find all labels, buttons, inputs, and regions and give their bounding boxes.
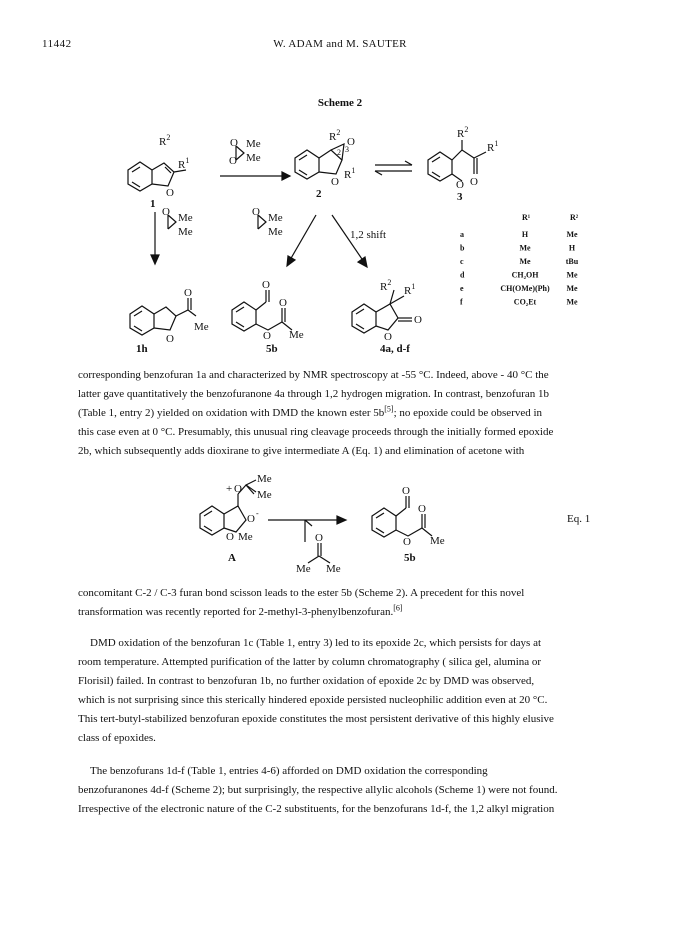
- compound-label-2: 2: [316, 188, 322, 200]
- table-cell-r2: Me: [566, 297, 578, 307]
- table-cell-r1: CH(OMe)(Ph): [500, 284, 550, 293]
- me-eq-5b: Me: [430, 535, 445, 547]
- p1-line-3: (Table 1, entry 2) yielded on oxidation with DMD the known ester 5b[5]; no epoxide could be observed in: [78, 404, 543, 419]
- table-cell-key: e: [460, 284, 464, 293]
- paragraph-3: [78, 634, 606, 748]
- table-header-r2: R²: [570, 213, 579, 222]
- o-eq-5b-ester: O: [403, 536, 411, 548]
- me-label-arrow-dmd: Me: [178, 212, 193, 224]
- p1-line-2: latter gave quantitatively the benzofuranone 4a through 1,2 hydrogen migration. In contrast, benzofuran 1b: [78, 388, 550, 400]
- equation-label: Eq. 1: [567, 513, 591, 525]
- table-cell-r1: H: [521, 230, 529, 239]
- num-3-label: 3: [345, 145, 349, 154]
- o-eq-a3: O: [247, 513, 255, 525]
- me-label-dmd-2: Me: [246, 152, 261, 164]
- table-cell-key: f: [460, 297, 463, 307]
- table-header-r1: R¹: [522, 213, 531, 222]
- r1-label-4: $R^1$: [404, 282, 416, 297]
- compound-label-5b: 5b: [266, 343, 278, 355]
- page-number: 11442: [42, 38, 72, 50]
- o-label-dmd-2: O: [229, 155, 237, 167]
- r2-label-3: $R^2$: [457, 125, 469, 140]
- me-eq-a3: Me: [238, 531, 253, 543]
- r2-label-4: $R^2$: [380, 278, 392, 293]
- me-label-1h: Me: [194, 321, 209, 333]
- o-label-3: O: [470, 176, 478, 188]
- shift-label: 1,2 shift: [350, 229, 387, 241]
- minus-sign: -: [256, 509, 259, 518]
- o-label-3b: O: [456, 179, 464, 191]
- p1-line-1: corresponding benzofuran 1a and characterized by NMR spectroscopy at -55 °C. Indeed, above - 40 °C the: [78, 369, 549, 381]
- o-ring-label-2: O: [331, 176, 339, 188]
- o-aldehyde-5b: O: [262, 279, 270, 291]
- me-label-arrow-dmd-b-2: Me: [268, 226, 283, 238]
- num-2-label: 2: [337, 148, 341, 157]
- me-label-5b: Me: [289, 329, 304, 341]
- o-carbonyl-4: O: [414, 314, 422, 326]
- p3-line-5: This tert-butyl-stabilized benzofuran epoxide constitutes the most persistent derivative of this highly elusive: [78, 713, 554, 725]
- compound-label-3: 3: [457, 191, 463, 203]
- p1-line-5: 2b, which subsequently adds dioxirane to give intermediate A (Eq. 1) and elimination of acetone with: [78, 445, 525, 457]
- compound-label-A: A: [228, 552, 236, 564]
- o-label-1: O: [166, 187, 174, 199]
- table-cell-r2: Me: [566, 230, 578, 239]
- table-cell-r2: tBu: [565, 257, 579, 266]
- p3-line-6: class of epoxides.: [78, 732, 156, 744]
- o-eq-a1: O: [234, 483, 242, 495]
- table-cell-r1: Me: [519, 257, 531, 266]
- r1-label-2: $R^1$: [344, 166, 356, 181]
- plus-sign: +: [226, 483, 233, 495]
- o-carbonyl-1h: O: [184, 287, 192, 299]
- r2-label-2: $R^2$: [329, 128, 341, 143]
- me-acetone-1: Me: [296, 563, 311, 575]
- r2-label-1: $R^2$: [159, 133, 171, 148]
- table-cell-r1: CO₂Et: [513, 297, 537, 307]
- o-label-arrow-dmd: O: [162, 206, 170, 218]
- me-acetone-2: Me: [326, 563, 341, 575]
- o-label-1h: O: [166, 333, 174, 345]
- table-cell-key: a: [460, 230, 464, 239]
- o-label-dmd: O: [230, 137, 238, 149]
- p3-line-2: room temperature. Attempted purification of the latter by column chromatography ( silica gel, alumina or: [78, 656, 542, 668]
- me-eq-a1: Me: [257, 473, 272, 485]
- o-carbonyl-5b: O: [279, 297, 287, 309]
- p4-line-3: Irrespective of the electronic nature of the C-2 substituents, for the benzofurans 1d-f, the 1,2 alkyl migration: [78, 803, 555, 815]
- o-ring-4: O: [384, 331, 392, 343]
- o-eq-5b-carbonyl: O: [418, 503, 426, 515]
- table-cell-r2: Me: [566, 284, 578, 293]
- running-head: W. ADAM and M. SAUTER: [273, 38, 407, 50]
- o-epoxide-label: O: [347, 136, 355, 148]
- table-cell-r1: CH₂OH: [511, 270, 539, 280]
- table-cell-key: c: [460, 257, 464, 266]
- r1-label-3: $R^1$: [487, 139, 499, 154]
- table-cell-r2: Me: [566, 270, 578, 280]
- p4-line-1: The benzofurans 1d-f (Table 1, entries 4-6) afforded on DMD oxidation the corresponding: [90, 765, 488, 777]
- compound-label-1: 1: [150, 198, 156, 210]
- table-cell-key: b: [460, 243, 465, 253]
- r1-label-1: $R^1$: [178, 156, 190, 171]
- ref-5: [5]: [384, 404, 394, 414]
- o-label-arrow-dmd-b: O: [252, 206, 260, 218]
- me-eq-a2: Me: [257, 489, 272, 501]
- p2-line-1: concomitant C-2 / C-3 furan bond scisson leads to the ester 5b (Scheme 2). A precedent for this novel: [78, 587, 525, 599]
- o-acetone: O: [315, 532, 323, 544]
- p2-line-2: transformation was recently reported for 2-methyl-3-phenylbenzofuran.[6]: [78, 603, 403, 618]
- table-cell-r2: H: [568, 243, 576, 253]
- me-label-arrow-dmd-b: Me: [268, 212, 283, 224]
- p3-line-4: which is not surprising since this sterically hindered epoxide persisted nucleophilic addition even at 20 °C.: [78, 694, 548, 706]
- o-ester-5b: O: [263, 330, 271, 342]
- ref-6: [6]: [393, 603, 403, 613]
- p3-line-3: Florisil) failed. In contrast to benzofuran 1b, no further oxidation of epoxide 2c by DMD was observed,: [78, 675, 535, 687]
- p3-line-1: DMD oxidation of the benzofuran 1c (Table 1, entry 3) led to its epoxide 2c, which persists for days at: [90, 637, 542, 649]
- o-eq-5b-aldehyde: O: [402, 485, 410, 497]
- compound-label-5b-eq: 5b: [404, 552, 416, 564]
- compound-label-4: 4a, d-f: [380, 343, 410, 355]
- scheme-title: Scheme 2: [317, 97, 363, 109]
- me-label-dmd: Me: [246, 138, 261, 150]
- table-cell-key: d: [460, 270, 465, 280]
- me-label-arrow-dmd-2: Me: [178, 226, 193, 238]
- p4-line-2: benzofuranones 4d-f (Scheme 2); but surprisingly, the respective allylic alcohols (Scheme 1) were not found.: [78, 784, 558, 796]
- table-cell-r1: Me: [519, 243, 531, 253]
- p1-line-4: this case even at 0 °C. Presumably, this unusual ring cleavage proceeds through the initially formed epoxide: [78, 426, 554, 438]
- o-eq-ring: O: [226, 531, 234, 543]
- paragraph-2: [78, 584, 606, 622]
- paragraph-4: [78, 762, 606, 819]
- compound-label-1h: 1h: [136, 343, 148, 355]
